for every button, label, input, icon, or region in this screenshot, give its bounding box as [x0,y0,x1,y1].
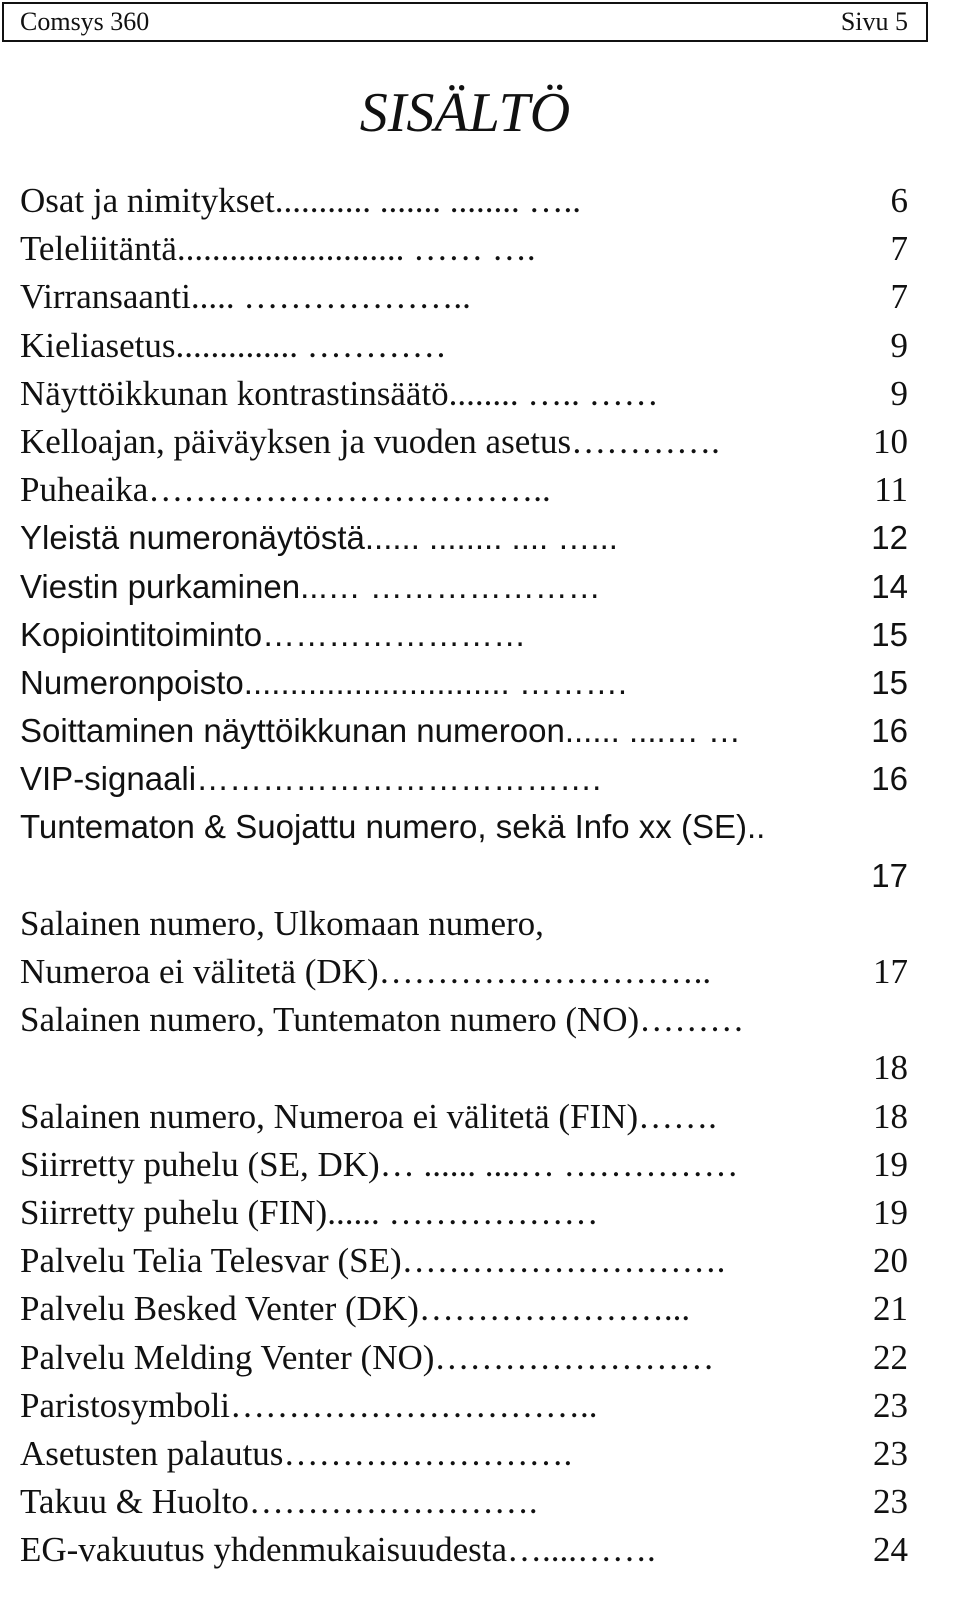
toc-entry [20,514,908,562]
toc-entry [20,1093,908,1141]
toc-entry-page: 19 [873,1192,908,1232]
toc-entry [20,563,908,611]
toc-entry-page: 10 [873,421,908,461]
toc-entry-title: Salainen numero, Ulkomaan numero, [20,903,544,943]
toc-entry-title: Kelloajan, päiväyksen ja vuoden asetus [20,421,572,461]
toc-entry-leader: …………………………….. [148,470,551,510]
toc-entry-title: Virransaanti [20,277,191,317]
toc-entry-page: 16 [871,760,908,798]
toc-entry [20,996,908,1044]
toc-entry-page: 23 [873,1385,908,1425]
toc-entry-page: 11 [874,470,908,510]
toc-entry [20,611,908,659]
header-document-name: Comsys 360 [20,7,150,36]
toc-entry-leader: ........ ….. …… [448,373,659,413]
toc-entry [20,466,908,514]
toc-entry-leader: ……………………….. [378,952,712,991]
toc-entry-page: 9 [890,373,908,413]
toc-entry-page: 6 [890,181,908,220]
toc-entry-title: Tuntematon & Suojattu numero, sekä Info xx (SE).. [20,808,766,846]
toc-entry-title: Kopiointitoiminto [20,615,263,653]
toc-entry-title: Teleliitäntä [20,229,177,269]
toc-entry-title: Siirretty puhelu (SE, DK) [20,1144,380,1184]
toc-entry-title: Viestin purkaminen [20,567,301,605]
toc-entry-continuation [20,852,908,900]
toc-entry [20,659,908,707]
toc-entry-leader: …………………... [418,1289,691,1329]
toc-entry-leader: … ...... ....… …………… [379,1144,739,1184]
toc-entry-title: Salainen numero, Numeroa ei välitetä (FIN) [20,1096,639,1136]
toc-entry [20,1237,908,1285]
toc-entry-title: Asetusten palautus [20,1433,284,1473]
toc-entry-title: EG-vakuutus yhdenmukaisuudesta [20,1530,507,1570]
toc-entry-page: 23 [873,1433,908,1473]
toc-entry [20,755,908,803]
page-header [2,2,928,42]
toc-entry-leader: …....……. [507,1530,656,1570]
toc-entry-title: Palvelu Telia Telesvar (SE) [20,1241,402,1281]
toc-entry-page: 20 [873,1241,908,1281]
toc-entry-title: Palvelu Besked Venter (DK) [20,1289,419,1329]
toc-entry-page: 21 [873,1289,908,1329]
toc-entry-page: 7 [890,277,908,317]
toc-entry-page: 18 [873,1048,908,1088]
toc-entry-leader: ……………………. [283,1433,573,1473]
toc-entry-title: Näyttöikkunan kontrastinsäätö [20,373,449,413]
toc-entry-leader: …………………… [262,615,527,653]
toc-entry-page: 19 [873,1144,908,1184]
toc-entry-title: Salainen numero, Tuntematon numero (NO) [20,1000,640,1040]
toc-entry [20,1285,908,1333]
toc-entry-title: Siirretty puhelu (FIN) [20,1192,328,1232]
toc-entry [20,1526,908,1574]
toc-entry-leader: ........... ....... ........ ….. [274,181,581,220]
toc-entry [20,418,908,466]
toc-entry-leader: ...… ………………… [300,567,601,605]
toc-entry-leader: ……………………. [248,1482,538,1522]
toc-entry-page: 16 [871,712,908,750]
toc-entry-leader: ..... ……………….. [190,277,471,317]
toc-entry-title: Takuu & Huolto [20,1482,249,1522]
toc-entry-page: 15 [871,615,908,653]
toc-entry-leader: .............. ………… [175,325,447,365]
toc-entry-page: 12 [871,519,908,557]
toc-entry [20,948,908,996]
toc-entry-title: Soittaminen näyttöikkunan numeroon [20,712,565,750]
toc-entry-continuation [20,1044,908,1092]
toc-entry-title: Numeroa ei välitetä (DK) [20,952,379,991]
toc-entry-title: Puheaika [20,470,149,510]
toc-entry-leader: ............................. ………. [243,663,628,701]
toc-entry [20,177,908,225]
toc-entry-title: VIP-signaali [20,760,197,798]
toc-entry-leader: .......................... …… …. [176,229,536,269]
toc-entry-page: 7 [890,229,908,269]
toc-entry-leader: ………………………. [401,1241,726,1281]
toc-entry [20,1430,908,1478]
table-of-contents [20,177,908,1574]
toc-entry-page: 9 [890,325,908,365]
toc-entry-title: Paristosymboli [20,1385,231,1425]
toc-entry-leader: …………. [571,421,720,461]
toc-entry [20,370,908,418]
toc-entry-leader: ………………………….. [230,1385,598,1425]
toc-entry-page: 17 [873,952,908,991]
toc-entry [20,803,908,851]
toc-entry-leader: ...... ……………… [327,1192,599,1232]
toc-entry-leader: ...... ....… … [564,712,741,750]
toc-entry-title: Yleistä numeronäytöstä [20,519,365,557]
toc-entry [20,1382,908,1430]
toc-entry-title: Numeronpoisto [20,663,244,701]
toc-entry [20,225,908,273]
toc-entry-title: Osat ja nimitykset [20,181,275,220]
toc-entry [20,1334,908,1382]
toc-entry [20,1189,908,1237]
toc-entry-page: 18 [873,1096,908,1136]
toc-entry [20,900,908,948]
page-title: SISÄLTÖ [359,82,571,144]
toc-entry-page: 14 [871,567,908,605]
toc-entry-leader: ……. [638,1096,717,1136]
toc-entry-page: 15 [871,663,908,701]
toc-entry-leader: ………………………………. [196,760,602,798]
toc-entry-page: 17 [871,856,908,894]
toc-entry [20,1478,908,1526]
toc-entry-leader: ……… [639,1000,745,1040]
header-page-number: Sivu 5 [840,7,908,36]
toc-entry-title: Kieliasetus [20,325,176,365]
toc-entry-page: 24 [873,1530,908,1570]
toc-entry-page: 23 [873,1482,908,1522]
toc-entry-leader: …………………… [434,1337,715,1377]
toc-entry [20,273,908,321]
toc-entry-page: 22 [873,1337,908,1377]
toc-entry-leader: ...... ........ .... …... [364,519,618,557]
toc-entry-title: Palvelu Melding Venter (NO) [20,1337,435,1377]
toc-entry [20,322,908,370]
toc-entry [20,1141,908,1189]
toc-entry [20,707,908,755]
